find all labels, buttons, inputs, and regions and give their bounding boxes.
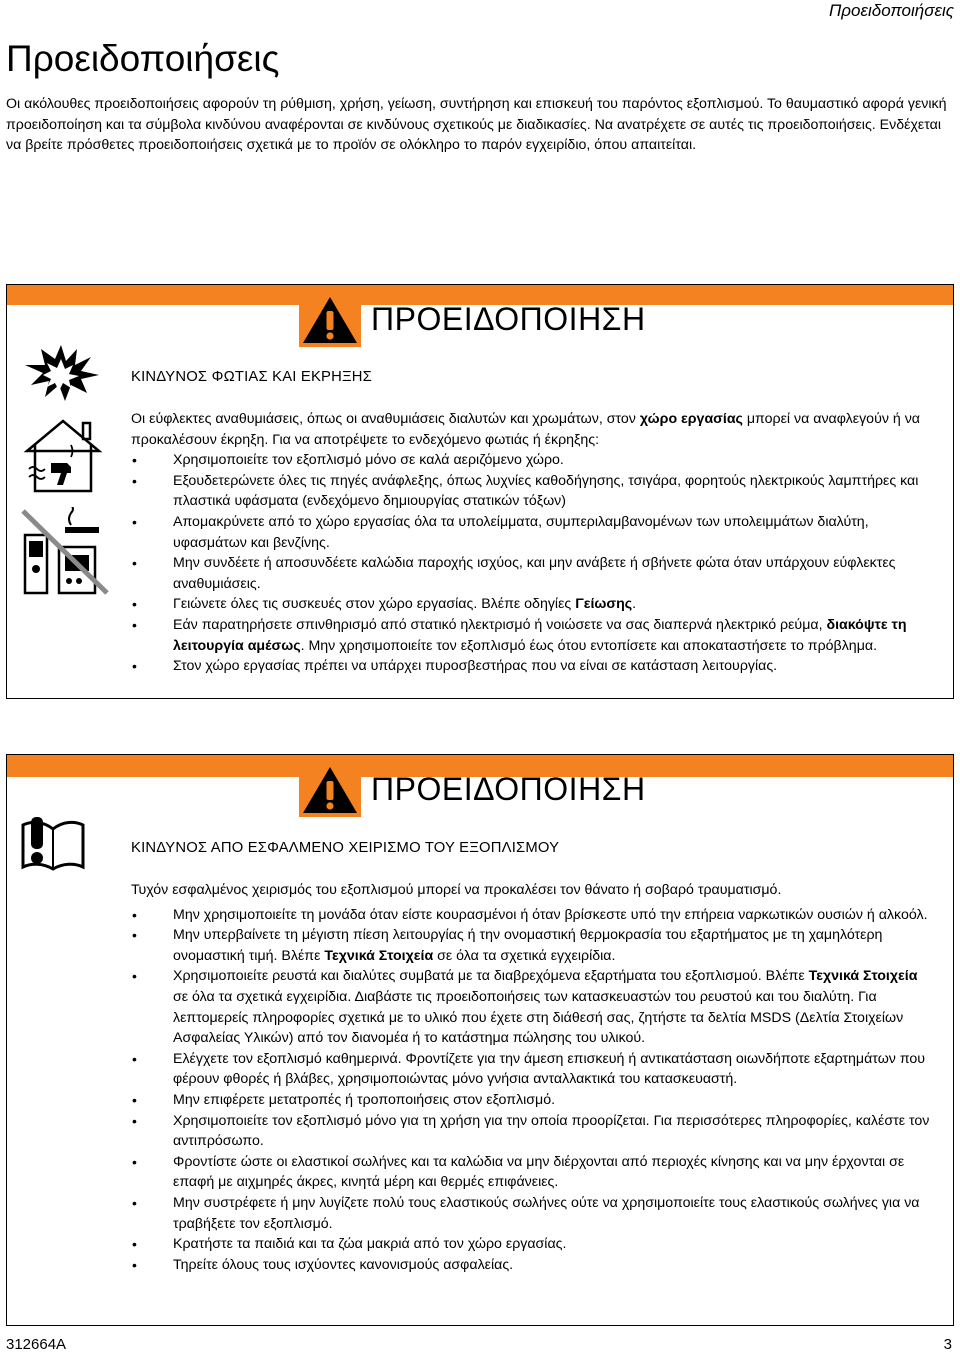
intro-paragraph: Οι ακόλουθες προειδοποιήσεις αφορούν τη ρύθμιση, χρήση, γείωση, συντήρηση και επισκευή του παρόντος εξοπλισμού. Το θαυμαστικό αφορά γενική προειδοποίηση και τα σύμβολα κινδύνου αναφέρονται σε κινδύνους σχετικούς με διαδικασίες. Να ανατρέχετε σε αυτές τις προειδοποιήσεις. Ενδέχεται να βρείτε πρόσθετες προειδοποιήσεις σχετικά με το προϊόν σε ολόκληρο το παρόν εγχειρίδιο, όπου απαιτείται. bbox=[6, 96, 947, 153]
manual-exclamation-icon bbox=[21, 815, 85, 871]
list-item: • Μην υπερβαίνετε τη μέγιστη πίεση λειτουργίας ή την ονομαστική θερμοκρασία του εξαρτήματος με τη χαμηλότερη ονομαστική τιμή. Βλέπε Τεχνικά Στοιχεία σε όλα τα σχετικά εγχειρίδια. bbox=[131, 925, 931, 966]
list-item: • Απομακρύνετε από το χώρο εργασίας όλα τα υπολείμματα, συμπεριλαμβανομένων των υπολειμμάτων διαλύτη, υφασμάτων και βενζίνης. bbox=[131, 512, 931, 553]
list-item: • Μην επιφέρετε μετατροπές ή τροποποιήσεις στον εξοπλισμό. bbox=[131, 1090, 931, 1111]
list-item: • Φροντίστε ώστε οι ελαστικοί σωλήνες και τα καλώδια να μην διέρχονται από περιοχές κίνησης και να μην έρχονται σε επαφή με αιχμηρές άκρες, κινητά μέρη και θερμές επιφάνειες. bbox=[131, 1152, 931, 1193]
hazard-description: Οι εύφλεκτες αναθυμιάσεις, όπως οι αναθυμιάσεις διαλυτών και χρωμάτων, στον χώρο εργασίας μπορεί να αναφλεγούν ή να προκαλέσουν έκρηξη. Για να αποτρέψετε το ενδεχόμενο φωτιάς ή έκρηξης: bbox=[131, 411, 920, 448]
list-item: • Εάν παρατηρήσετε σπινθηρισμό από στατικό ηλεκτρισμό ή νοιώσετε να σας διαπερνά ηλεκτρικό ρεύμα, διακόψτε τη λειτουργία αμέσως. Μην χρησιμοποιείτε τον εξοπλισμό έως ότου εντοπίσετε και αποκαταστήσετε το πρόβλημα. bbox=[131, 615, 931, 656]
list-item: • Μην χρησιμοποιείτε τη μονάδα όταν είστε κουρασμένοι ή όταν βρίσκεστε υπό την επήρεια ναρκωτικών ουσιών ή αλκοόλ. bbox=[131, 905, 931, 926]
house-spray-gun-icon bbox=[21, 411, 105, 499]
no-ignition-sources-icon bbox=[21, 507, 111, 597]
warning-box-equipment-misuse bbox=[6, 754, 954, 1326]
hazard-content bbox=[131, 409, 931, 677]
precaution-list bbox=[131, 905, 931, 1276]
hazard-description: Τυχόν εσφαλμένος χειρισμός του εξοπλισμού μπορεί να προκαλέσει τον θάνατο ή σοβαρό τραυματισμό. bbox=[131, 882, 782, 898]
hazard-title: ΚΙΝΔΥΝΟΣ ΑΠΟ ΕΣΦΑΛΜΕΝΟ ΧΕΙΡΙΣΜΟ ΤΟΥ ΕΞΟΠΛΙΣΜΟΥ bbox=[131, 840, 560, 856]
work-area-term: χώρο εργασίας bbox=[639, 411, 743, 427]
list-item: • Μην συνδέετε ή αποσυνδέετε καλώδια παροχής ισχύος, και μην ανάβετε ή σβήνετε φώτα όταν υπάρχουν εύφλεκτες αναθυμιάσεις. bbox=[131, 553, 931, 594]
list-item: • Ελέγχετε τον εξοπλισμό καθημερινά. Φροντίζετε για την άμεση επισκευή ή αντικατάσταση οιωνδήποτε εξαρτημάτων που φέρουν φθορές ή βλάβες, χρησιμοποιώντας μόνο γνήσια ανταλλακτικά του κατασκευαστή. bbox=[131, 1049, 931, 1090]
hazard-icons bbox=[21, 815, 85, 871]
list-item: • Κρατήστε τα παιδιά και τα ζώα μακριά από τον χώρο εργασίας. bbox=[131, 1234, 931, 1255]
warning-header bbox=[299, 761, 646, 817]
warning-box-fire-explosion bbox=[6, 284, 954, 699]
warning-header bbox=[299, 291, 646, 347]
list-item: • Μην συστρέφετε ή μην λυγίζετε πολύ τους ελαστικούς σωλήνες ούτε να χρησιμοποιείτε τους ελαστικούς σωλήνες για να τραβήξετε τον εξοπλισμό. bbox=[131, 1193, 931, 1234]
warning-signal-word: ΠΡΟΕΙΔΟΠΟΙΗΣΗ bbox=[371, 300, 646, 337]
hazard-title: ΚΙΝΔΥΝΟΣ ΦΩΤΙΑΣ ΚΑΙ ΕΚΡΗΞΗΣ bbox=[131, 369, 373, 385]
list-item: • Χρησιμοποιείτε τον εξοπλισμό μόνο για τη χρήση για την οποία προορίζεται. Για περισσότερες πληροφορίες, καλέστε τον αντιπρόσωπο. bbox=[131, 1111, 931, 1152]
document-number: 312664A bbox=[6, 1336, 67, 1353]
hazard-icons bbox=[21, 343, 111, 597]
warning-triangle-icon bbox=[299, 291, 361, 347]
warning-triangle-icon bbox=[299, 761, 361, 817]
list-item: • Εξουδετερώνετε όλες τις πηγές ανάφλεξης, όπως λυχνίες καθοδήγησης, τσιγάρα, φορητούς ηλεκτρικούς λαμπτήρες και πλαστικά υφάσματα (ενδεχόμενο δημιουργίας στατικών τόξων) bbox=[131, 471, 931, 512]
list-item: • Στον χώρο εργασίας πρέπει να υπάρχει πυροσβεστήρας που να είναι σε κατάσταση λειτουργίας. bbox=[131, 656, 931, 677]
list-item: • Χρησιμοποιείτε ρευστά και διαλύτες συμβατά με τα διαβρεχόμενα εξαρτήματα του εξοπλισμού. Βλέπε Τεχνικά Στοιχεία σε όλα τα σχετικά εγχειρίδια. Διαβάστε τις προειδοποιήσεις των κατασκευαστών του ρευστού και του διαλύτη. Για λεπτομερείς πληροφορίες σχετικά με το υλικό που έχετε στη διάθεσή σας, ζητήστε τα δελτία MSDS (Δελτία Στοιχείων Ασφαλείας Υλικών) από τον διανομέα ή το κατάστημα πώλησης του υλικού. bbox=[131, 966, 931, 1048]
precaution-list bbox=[131, 450, 931, 677]
page-title: Προειδοποιήσεις bbox=[6, 38, 280, 79]
warning-signal-word: ΠΡΟΕΙΔΟΠΟΙΗΣΗ bbox=[371, 770, 646, 807]
list-item: • Τηρείτε όλους τους ισχύοντες κανονισμούς ασφαλείας. bbox=[131, 1255, 931, 1276]
list-item: • Χρησιμοποιείτε τον εξοπλισμό μόνο σε καλά αεριζόμενο χώρο. bbox=[131, 450, 931, 471]
explosion-icon bbox=[21, 343, 101, 403]
running-header: Προειδοποιήσεις bbox=[828, 1, 954, 20]
page-number: 3 bbox=[943, 1336, 952, 1353]
hazard-content bbox=[131, 880, 931, 1275]
list-item: • Γειώνετε όλες τις συσκευές στον χώρο εργασίας. Βλέπε οδηγίες Γείωσης. bbox=[131, 594, 931, 615]
